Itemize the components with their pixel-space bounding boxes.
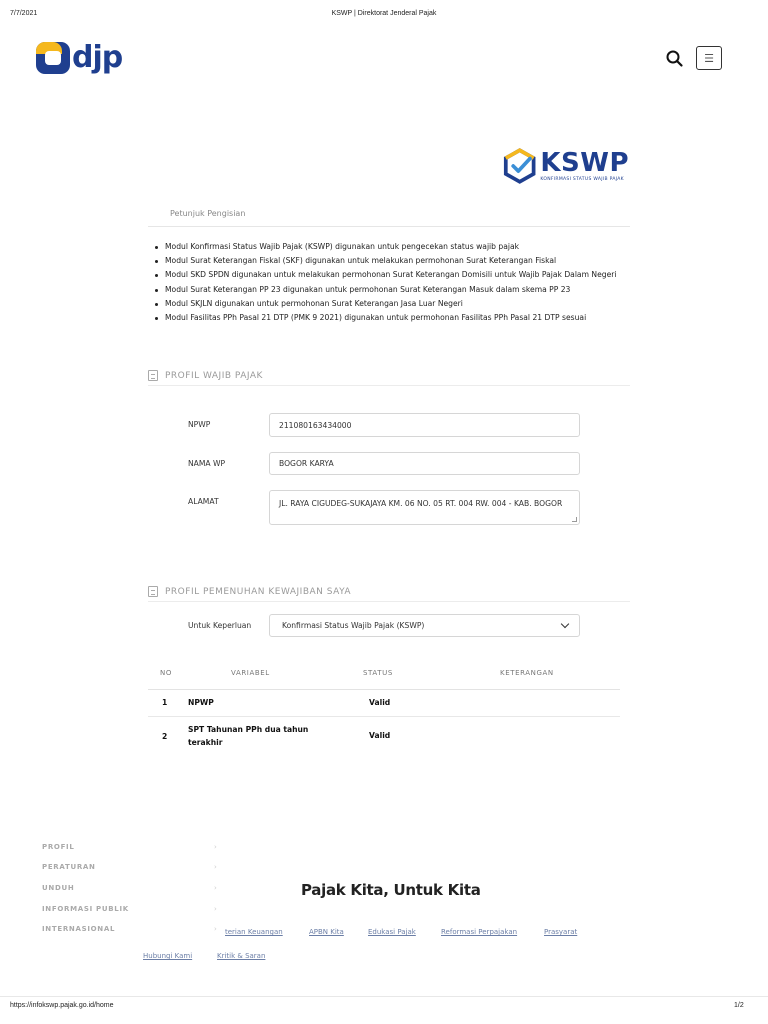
print-url: https://infokswp.pajak.go.id/home <box>10 1002 114 1009</box>
col-header-keterangan: KETERANGAN <box>500 669 554 677</box>
footer-link-edukasi-pajak[interactable]: Edukasi Pajak <box>368 928 416 936</box>
chevron-right-icon: › <box>214 843 218 851</box>
divider <box>0 996 768 997</box>
footer-nav-profil[interactable] <box>42 843 222 857</box>
footer-nav-label: INTERNASIONAL <box>42 925 116 933</box>
djp-logo-mark <box>36 42 70 74</box>
footer-nav-unduh[interactable] <box>42 884 222 898</box>
col-header-status: STATUS <box>363 669 393 677</box>
guide-item: Modul SKJLN digunakan untuk permohonan Surat Keterangan Jasa Luar Negeri <box>150 297 620 311</box>
nama-wp-label: NAMA WP <box>188 459 226 468</box>
col-header-no: NO <box>160 669 172 677</box>
guide-item: Modul Surat Keterangan PP 23 digunakan untuk permohonan Surat Keterangan Masuk dalam skema PP 23 <box>150 283 620 297</box>
keperluan-select[interactable] <box>269 614 580 637</box>
document-icon <box>148 586 158 597</box>
tab-petunjuk-pengisian[interactable]: Petunjuk Pengisian <box>170 209 246 218</box>
guide-item: Modul Fasilitas PPh Pasal 21 DTP (PMK 9 2021) digunakan untuk permohonan Fasilitas PPh Pasal 21 DTP sesuai <box>150 311 620 325</box>
footer-nav-informasi-publik[interactable] <box>42 905 222 919</box>
row-no: 1 <box>162 698 168 707</box>
section-profil-wajib-pajak <box>148 366 630 386</box>
kswp-subtitle: KONFIRMASI STATUS WAJIB PAJAK <box>540 177 624 182</box>
chevron-right-icon: › <box>214 905 218 913</box>
djp-logo[interactable] <box>36 40 126 76</box>
footer-nav-label: PERATURAN <box>42 863 96 871</box>
section-title: PROFIL PEMENUHAN KEWAJIBAN SAYA <box>165 586 352 597</box>
menu-button[interactable] <box>696 46 722 70</box>
alamat-value: JL. RAYA CIGUDEG-SUKAJAYA KM. 06 NO. 05 RT. 004 RW. 004 - KAB. BOGOR <box>279 499 563 508</box>
guide-item: Modul Konfirmasi Status Wajib Pajak (KSWP) digunakan untuk pengecekan status wajib pajak <box>150 240 620 254</box>
row-variabel: NPWP <box>188 698 214 707</box>
kswp-title: KSWP <box>540 148 629 178</box>
kswp-hexagon-icon <box>503 147 536 185</box>
chevron-right-icon: › <box>214 863 218 871</box>
guide-item: Modul Surat Keterangan Fiskal (SKF) digunakan untuk melakukan permohonan Surat Keterangan Fiskal <box>150 254 620 268</box>
footer-link-kritik-saran[interactable]: Kritik & Saran <box>217 952 266 960</box>
table-row <box>148 717 620 757</box>
footer-link-reformasi-perpajakan[interactable]: Reformasi Perpajakan <box>441 928 518 936</box>
chevron-right-icon: › <box>214 925 218 933</box>
footer-link-prasyarat[interactable]: Prasyarat <box>544 928 578 936</box>
section-profil-pemenuhan-kewajiban <box>148 582 630 602</box>
print-date: 7/7/2021 <box>10 10 38 17</box>
nama-wp-field[interactable] <box>269 452 580 475</box>
divider <box>148 226 630 227</box>
kswp-logo <box>503 146 629 186</box>
row-variabel: SPT Tahunan PPh dua tahun terakhir <box>188 725 309 747</box>
col-header-variabel: VARIABEL <box>231 669 270 677</box>
keperluan-label: Untuk Keperluan <box>188 621 252 630</box>
footer-nav-label: INFORMASI PUBLIK <box>42 905 129 913</box>
footer-tagline: Pajak Kita, Untuk Kita <box>301 881 481 899</box>
hamburger-icon: ☰ <box>704 51 714 65</box>
alamat-label: ALAMAT <box>188 497 219 506</box>
npwp-label: NPWP <box>188 420 211 429</box>
footer-nav-label: PROFIL <box>42 843 75 851</box>
footer-nav-label: UNDUH <box>42 884 75 892</box>
djp-logo-text: djp <box>72 40 123 75</box>
table-header <box>148 668 620 690</box>
npwp-field[interactable] <box>269 413 580 437</box>
footer-nav-peraturan[interactable] <box>42 863 222 877</box>
npwp-value: 211080163434000 <box>279 420 352 430</box>
section-title: PROFIL WAJIB PAJAK <box>165 370 263 381</box>
footer-link-kementerian-keuangan[interactable]: terian Keuangan <box>225 928 283 936</box>
footer-link-hubungi-kami[interactable]: Hubungi Kami <box>143 952 193 960</box>
search-icon <box>664 48 686 70</box>
guide-list <box>150 240 620 325</box>
table-row <box>148 690 620 717</box>
guide-item: Modul SKD SPDN digunakan untuk melakukan permohonan Surat Keterangan Domisili untuk Wajib Pajak Dalam Negeri <box>150 268 620 282</box>
nama-wp-value: BOGOR KARYA <box>279 459 334 468</box>
footer-nav-internasional[interactable] <box>42 925 222 939</box>
alamat-field[interactable] <box>269 490 580 525</box>
chevron-down-icon <box>561 620 569 628</box>
row-status: Valid <box>369 731 391 740</box>
row-no: 2 <box>162 732 168 741</box>
print-header <box>0 10 768 22</box>
print-page-number: 1/2 <box>734 1002 744 1009</box>
resize-handle[interactable] <box>572 517 577 522</box>
search-button[interactable] <box>664 48 686 70</box>
document-icon <box>148 370 158 381</box>
keperluan-selected: Konfirmasi Status Wajib Pajak (KSWP) <box>282 621 425 630</box>
footer-link-apbn-kita[interactable]: APBN Kita <box>309 928 344 936</box>
print-title: KSWP | Direktorat Jenderal Pajak <box>331 10 437 17</box>
row-status: Valid <box>369 698 391 707</box>
chevron-right-icon: › <box>214 884 218 892</box>
